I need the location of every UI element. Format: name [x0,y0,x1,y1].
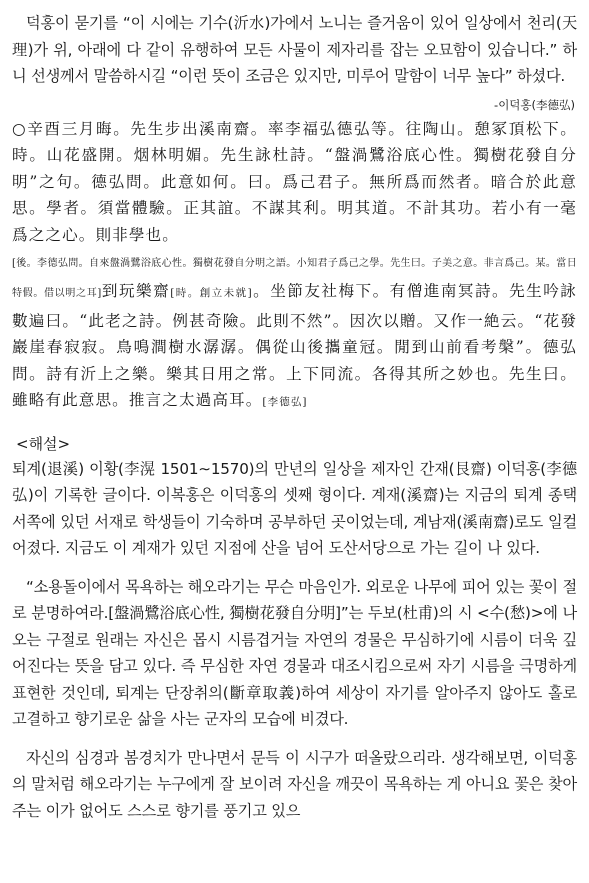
commentary-paragraph-1: 퇴계(退溪) 이황(李滉 1501∼1570)의 만년의 일상을 제자인 간재(艮齋) 이덕홍(李德弘)이 기록한 글이다. 이복홍은 이덕홍의 셋째 형이다. 계재(溪齋)는 지금의 퇴계 종택 서쪽에 있던 서재로 학생들이 기숙하며 공부하던 곳이었는데, 계남재(溪南齋)로도 일컬어졌다. 지금도 이 계재가 있던 지점에 산을 넘어 도산서당으로 가는 길이 나 있다. [12,459,577,558]
intro-paragraph: 덕홍이 묻기를 “이 시에는 기수(沂水)가에서 노니는 즐거움이 있어 일상에서 천리(天理)가 위, 아래에 다 같이 유행하여 모든 사물이 제자리를 잡는 오묘함이 있습니다.” 하니 선생께서 말씀하시길 “이런 뜻이 조금은 있지만, 미루어 말함이 너무 높다” 하셨다. [12,14,577,85]
commentary-heading: <해설> [16,434,71,453]
hanmun-main-3: 。坐節友社梅下。有僧進南冥詩。先生吟詠數遍曰。“此老之詩。例甚奇險。此則不然”。因次以贈。又作一絶云。“花發巖崖春寂寂。鳥鳴澗樹水潺潺。偶從山後攜童冠。閒到山前看考槃”。德弘問。詩有沂上之樂。樂其日用之常。上下同流。各得其所之妙也。先生曰。雖略有此意思。推言之太過高耳。 [12,282,577,410]
commentary-paragraph-3: 자신의 심경과 봄경치가 만나면서 문득 이 시구가 떠올랐으리라. 생각해보면, 이덕홍의 말처럼 해오라기는 누구에게 잘 보이려 자신을 깨끗이 목욕하는 게 아니요 꽃은 찾아주는 이가 없어도 스스로 향기를 풍기고 있으 [12,748,577,820]
classical-chinese-text [12,116,577,417]
commentary-paragraph-2: “소용돌이에서 목욕하는 해오라기는 무슨 마음인가. 외로운 나무에 피어 있는 꽃이 절로 분명하여라.[盤渦鷺浴底心性, 獨樹花發自分明]”는 두보(杜甫)의 시 <수(愁)>에 나오는 구절로 원래는 자신은 몹시 시름겹거늘 자연의 경물은 무심하기에 시름이 더욱 깊어진다는 뜻을 담고 있다. 즉 무심한 자연 경물과 대조시킴으로써 자기 시름을 극명하게 표현한 것인데, 퇴계는 단장취의(斷章取義)하여 세상이 자기를 알아주지 않아도 홀로 고결하고 향기로운 삶을 사는 군자의 모습에 비겼다. [12,577,577,729]
hanmun-note-3: [李德弘] [262,396,308,409]
source-credit-text: -이덕홍(李德弘) [494,97,575,112]
hanmun-note-1: [後。李德弘問。自來盤渦鷺浴底心性。獨樹花發自分明之語。小知君子爲己之學。先生曰。子美之意。非言爲己。某。當日特假。借以明之耳] [12,258,577,300]
source-credit [12,98,577,112]
hanmun-note-2: [時。創立未就] [170,287,253,300]
hanmun-main-1: ○辛酉三月晦。先生步出溪南齋。率李福弘德弘等。往陶山。憩冢頂松下。時。山花盛開。烟林明媚。先生詠杜詩。“盤渦鷺浴底心性。獨樹花發自分明”之句。德弘問。此意如何。曰。爲己君子。無所爲而然者。暗合於此意思。學者。須當體驗。正其誼。不謀其利。明其道。不計其功。若小有一毫爲之之心。則非學也。 [12,119,577,244]
hanmun-main-2: 到玩樂齋 [101,282,171,301]
